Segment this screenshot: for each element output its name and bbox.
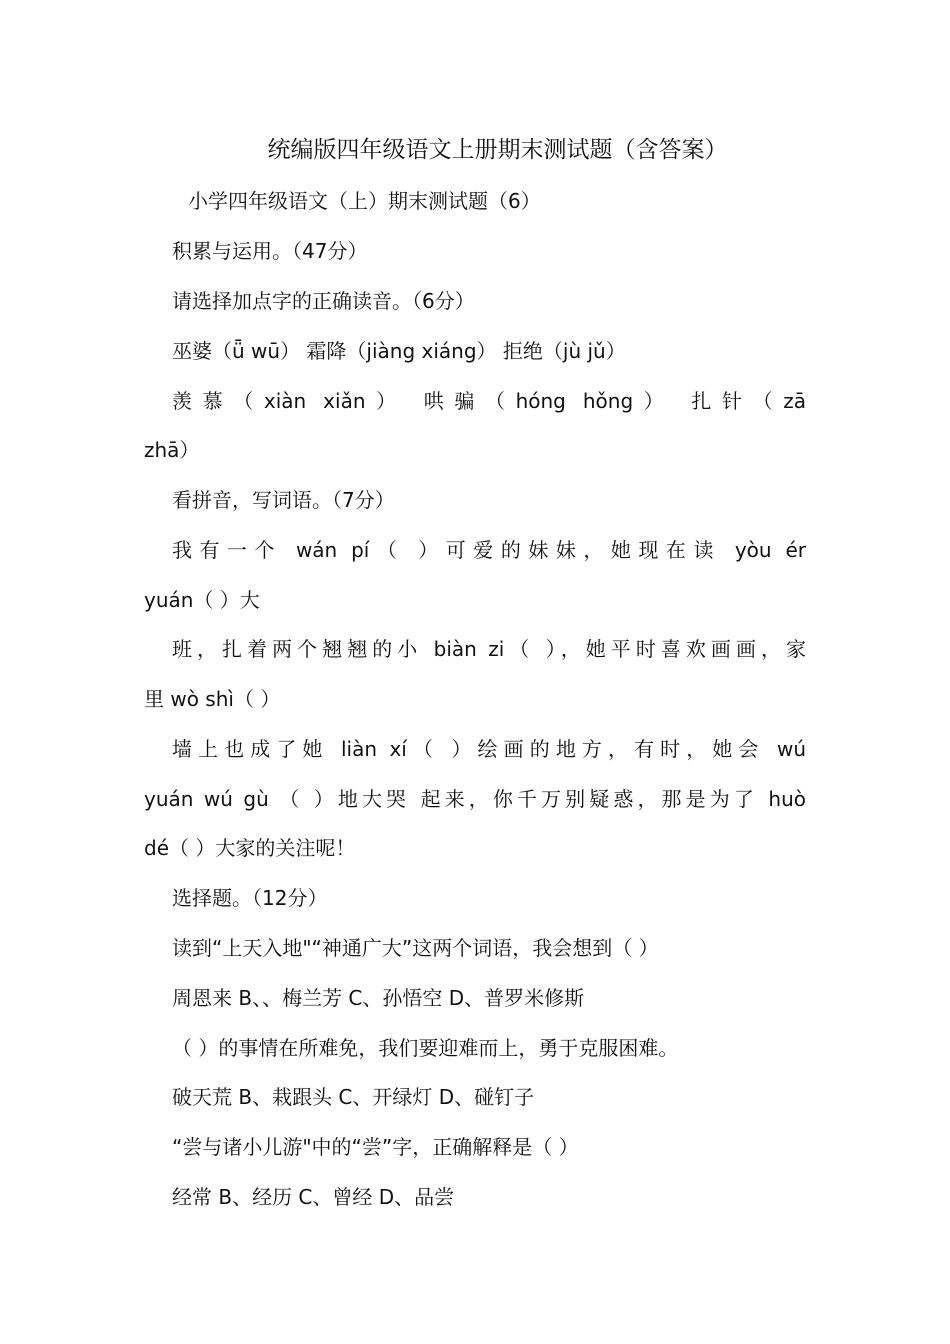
pinyin-passage-line-7: dé（ ）大家的关注呢！ bbox=[144, 836, 356, 860]
choice-question-2-options: 破天荒 B、栽跟头 C、开绿灯 D、碰钉子 bbox=[172, 1085, 535, 1109]
pinyin-passage-line-1: 我有一个 wán pí（ ）可爱的妹妹，她现在读 yòu ér bbox=[172, 538, 806, 562]
choice-question-1: 读到“上天入地"“神通广大”这两个词语，我会想到（ ） bbox=[172, 936, 659, 960]
section-heading-accumulation: 积累与运用。（47分） bbox=[172, 239, 368, 263]
pronunciation-options-row-1: 巫婆（ǖ wū） 霜降（jiàng xiáng） 拒绝（jù jǔ） bbox=[172, 339, 626, 363]
question-pronunciation: 请选择加点字的正确读音。（6分） bbox=[172, 289, 475, 313]
choice-question-3-options: 经常 B、经历 C、曾经 D、品尝 bbox=[172, 1185, 455, 1209]
pronunciation-options-row-2: 羡慕（xiàn xiǎn） 哄骗（hóng hǒng） 扎针（zā bbox=[172, 389, 806, 413]
pinyin-passage-line-4: 里 wò shì（ ） bbox=[144, 687, 281, 711]
exam-subtitle: 小学四年级语文（上）期末测试题（6） bbox=[188, 189, 541, 213]
choice-question-1-options: 周恩来 B、、梅兰芳 C、孙悟空 D、普罗米修斯 bbox=[172, 986, 585, 1010]
pinyin-passage-line-5: 墙上也成了她 liàn xí（ ）绘画的地方，有时，她会 wú bbox=[172, 737, 806, 761]
question-pinyin-words: 看拼音，写词语。（7分） bbox=[172, 488, 395, 512]
document-title: 统编版四年级语文上册期末测试题（含答案） bbox=[267, 137, 728, 163]
pronunciation-options-row-2-cont: zhā） bbox=[144, 438, 200, 462]
choice-question-2: （ ）的事情在所难免，我们要迎难而上，勇于克服困难。 bbox=[172, 1036, 679, 1060]
pinyin-passage-line-3: 班，扎着两个翘翘的小 biàn zi（ ），她平时喜欢画画，家 bbox=[172, 637, 806, 661]
pinyin-passage-line-6: yuán wú gù （ ）地大哭 起来，你千万别疑惑，那是为了 huò bbox=[144, 787, 806, 811]
pinyin-passage-line-2: yuán（ ）大 bbox=[144, 588, 260, 612]
section-heading-choice: 选择题。（12分） bbox=[172, 886, 328, 910]
choice-question-3: “尝与诸小儿游"中的“尝”字，正确解释是（ ） bbox=[172, 1135, 579, 1159]
